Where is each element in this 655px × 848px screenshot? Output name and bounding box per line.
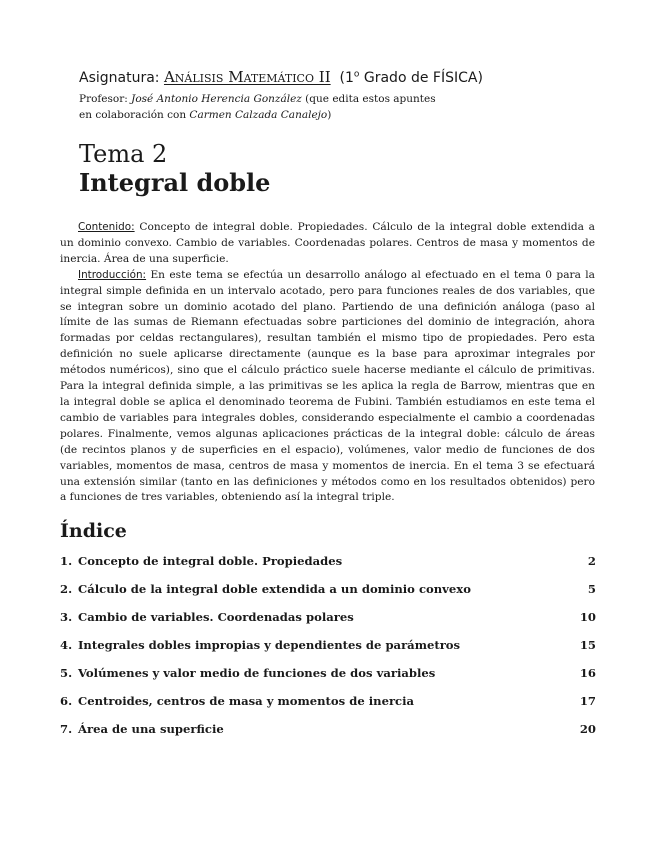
introduccion-paragraph (60, 268, 595, 507)
toc-number: 3. (60, 610, 73, 624)
toc-number: 6. (60, 694, 73, 708)
course-line (79, 68, 599, 86)
toc-entry-7[interactable] (60, 722, 596, 750)
toc-entry-5[interactable] (60, 666, 596, 694)
toc-text: Concepto de integral doble. Propiedades (78, 554, 343, 568)
toc-number: 4. (60, 638, 73, 652)
introduccion-text: En este tema se efectúa un desarrollo análogo al efectuado en el tema 0 para la integral simple definida en un intervalo acotado, pero para funciones reales de dos variables, que se integran sobre un dominio acotado del plano. Partiendo de una definición análoga (paso al límite de las sumas de Riemann efectuadas sobre particiones del dominio de integración, ahora formadas por celdas rectangulares), resultan también el mismo tipo de propiedades. Pero esta definición no suele aplicarse directamente (aunque es la base para aproximar integrales por métodos numéricos), sino que el cálculo práctico suele hacerse mediante el cálculo de primitivas. Para la integral definida simple, a las primitivas se les aplica la regla de Barrow, mientras que en la integral doble se aplica el denominado teorema de Fubini. También estudiamos en este tema el cambio de variables para integrales dobles, considerando especialmente el cambio a coordenadas polares. Finalmente, vemos algunas aplicaciones prácticas de la integral doble: cálculo de áreas (de recintos planos y de superficies en el espacio), volúmenes, valor medio de funciones de dos variables, momentos de masa, centros de masa y momentos de inercia. En el tema 3 se efectuará una extensión similar (tanto en las definiciones y métodos como en los resultados obtenidos) pero a funciones de tres variables, obteniendo así la integral triple. (60, 268, 595, 504)
prof-name: José Antonio Herencia González (131, 93, 302, 105)
toc-entry-2[interactable] (60, 582, 596, 610)
contenido-label: Contenido: (78, 221, 135, 233)
toc-page: 20 (579, 722, 596, 736)
table-of-contents (60, 554, 596, 750)
degree-rest: Grado de FÍSICA) (359, 70, 483, 86)
toc-entry-1[interactable] (60, 554, 596, 582)
degree-sup: o (353, 69, 360, 80)
toc-text: Área de una superficie (78, 722, 224, 736)
toc-entry-6[interactable] (60, 694, 596, 722)
toc-page: 5 (587, 582, 596, 596)
course-name: Análisis Matemático II (163, 68, 331, 86)
course-label: Asignatura: (79, 70, 160, 86)
toc-number: 7. (60, 722, 73, 736)
toc-text: Cálculo de la integral doble extendida a un dominio convexo (78, 582, 471, 596)
collab-prefix: en colaboración con (79, 109, 190, 121)
toc-page: 2 (587, 554, 596, 568)
toc-page: 17 (579, 694, 596, 708)
introduccion-label: Introducción: (78, 268, 147, 281)
toc-page: 15 (579, 638, 596, 652)
toc-title: Índice (60, 520, 127, 542)
contenido-paragraph (60, 220, 595, 268)
toc-text: Centroides, centros de masa y momentos de inercia (78, 694, 415, 708)
contenido-text: Concepto de integral doble. Propiedades. Cálculo de la integral doble extendida a un dominio convexo. Cambio de variables. Coordenadas polares. Centros de masa y momentos de inercia. Área de una superficie. (60, 221, 595, 265)
collab-name: Carmen Calzada Canalejo (189, 109, 328, 121)
chapter-number: Tema 2 (79, 140, 168, 168)
toc-text: Integrales dobles impropias y dependientes de parámetros (78, 638, 461, 652)
professor-line (79, 91, 599, 123)
toc-entry-4[interactable] (60, 638, 596, 666)
toc-entry-3[interactable] (60, 610, 596, 638)
toc-number: 1. (60, 554, 73, 568)
course-header (79, 68, 599, 123)
toc-text: Volúmenes y valor medio de funciones de dos variables (78, 666, 436, 680)
toc-page: 16 (579, 666, 596, 680)
toc-number: 2. (60, 582, 73, 596)
prof-after: (que edita estos apuntes (301, 93, 436, 105)
collab-suffix: ) (327, 109, 332, 121)
toc-page: 10 (579, 610, 596, 624)
chapter-title: Integral doble (79, 168, 271, 197)
prof-label: Profesor: (79, 93, 128, 105)
degree-open: (1 (339, 70, 354, 86)
abstract-section (60, 220, 595, 506)
toc-text: Cambio de variables. Coordenadas polares (78, 610, 354, 624)
toc-number: 5. (60, 666, 73, 680)
